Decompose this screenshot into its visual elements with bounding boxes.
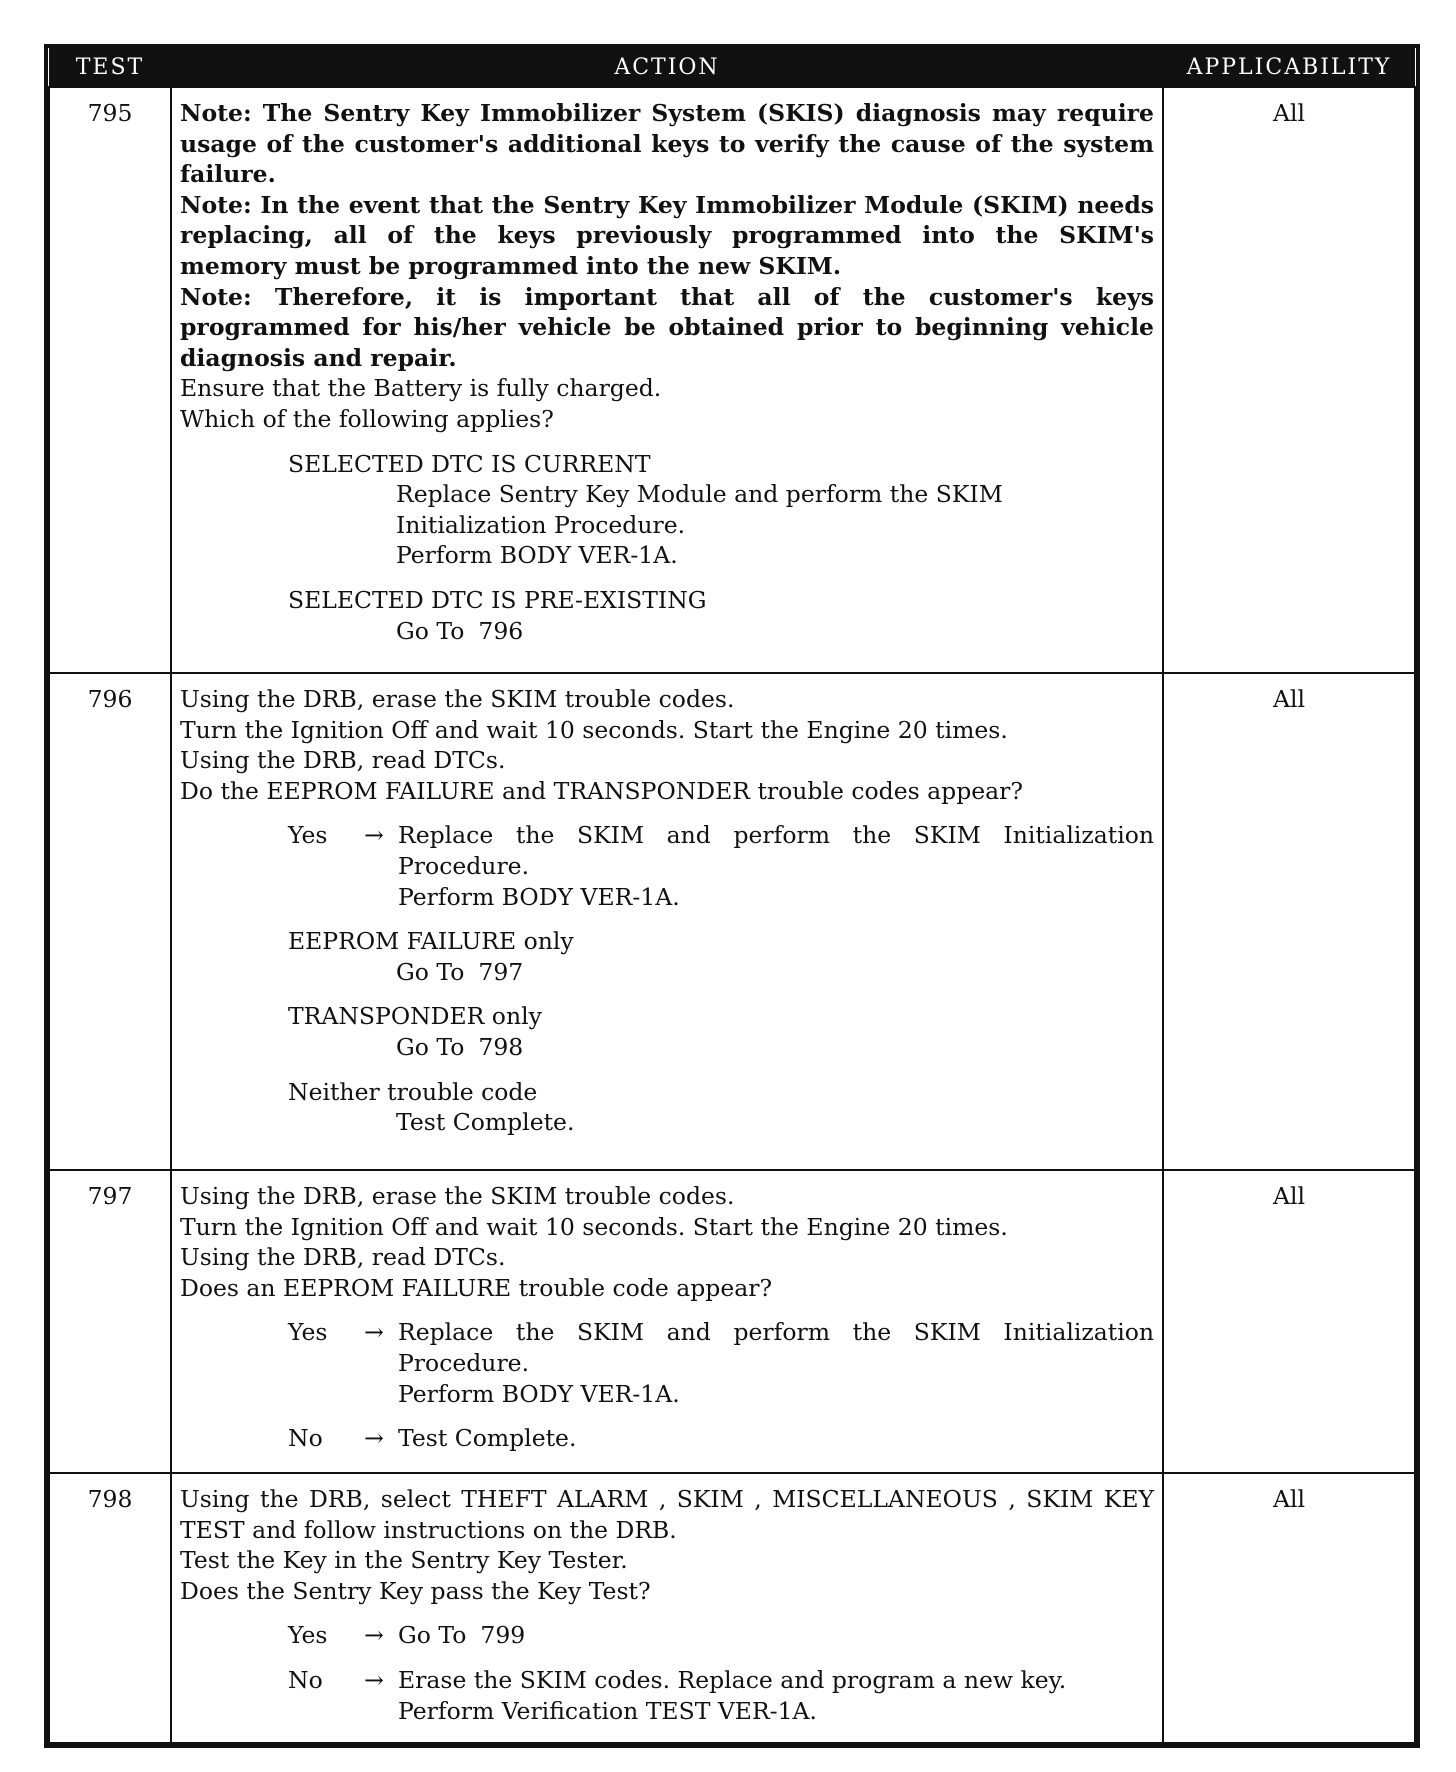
arrow-right-icon: →	[364, 821, 384, 850]
goto-number: 799	[480, 1621, 526, 1650]
action-line: Do the EEPROM FAILURE and TRANSPONDER trouble codes appear?	[180, 776, 1023, 805]
choice-block	[288, 1077, 1154, 1138]
result-line: Perform BODY VER-1A.	[398, 882, 680, 911]
goto-number: 797	[478, 957, 524, 986]
test-action-table	[44, 44, 1420, 1748]
applicability-cell: All	[1163, 87, 1415, 673]
action-cell	[171, 1170, 1163, 1473]
action-line: Ensure that the Battery is fully charged.	[180, 374, 662, 403]
choice-block	[288, 449, 1154, 571]
table-row	[49, 673, 1415, 1170]
action-line: Using the DRB, read DTCs.	[180, 1243, 506, 1272]
yes-label: Yes	[288, 1318, 328, 1347]
action-cell	[171, 87, 1163, 673]
arrow-right-icon: →	[364, 1424, 384, 1453]
no-branch	[288, 1665, 1154, 1726]
goto-ref	[396, 616, 1154, 647]
table-header-row	[49, 48, 1415, 87]
no-label: No	[288, 1665, 323, 1694]
yes-label: Yes	[288, 1621, 328, 1650]
yes-result	[398, 1620, 1154, 1651]
action-line: Does the Sentry Key pass the Key Test?	[180, 1576, 651, 1605]
choice-block	[288, 1001, 1154, 1062]
action-line: Using the DRB, erase the SKIM trouble codes.	[180, 685, 735, 713]
note-text: Note: The Sentry Key Immobilizer System (SKIS) diagnosis may require usage of the customer's additional keys to verify the cause of the system failure.	[180, 99, 1154, 189]
goto-number: 798	[478, 1032, 524, 1061]
yes-result	[398, 820, 1154, 912]
arrow-right-icon: →	[364, 1318, 384, 1347]
goto-text: Go To	[396, 957, 465, 986]
action-cell	[171, 1473, 1163, 1743]
choice-label: Neither trouble code	[288, 1077, 538, 1106]
arrow-right-icon: →	[364, 1621, 384, 1650]
choice-label: TRANSPONDER only	[288, 1002, 542, 1031]
action-line: Turn the Ignition Off and wait 10 seconds. Start the Engine 20 times.	[180, 715, 1008, 744]
goto-text: Go To	[396, 616, 465, 645]
table-row	[49, 1170, 1415, 1473]
choice-label: SELECTED DTC IS CURRENT	[288, 449, 651, 478]
applicability-cell: All	[1163, 1170, 1415, 1473]
action-line: Test the Key in the Sentry Key Tester.	[180, 1546, 628, 1575]
choice-block	[288, 926, 1154, 987]
result-line: Perform BODY VER-1A.	[398, 1379, 680, 1408]
arrow-right-icon: →	[364, 1665, 384, 1694]
table-row	[49, 87, 1415, 673]
test-number: 797	[49, 1170, 171, 1473]
goto-text: Go To	[398, 1621, 467, 1650]
table-row	[49, 1473, 1415, 1743]
no-label: No	[288, 1424, 323, 1453]
header-test: TEST	[49, 48, 171, 87]
note-text: Note: In the event that the Sentry Key Immobilizer Module (SKIM) needs replacing, all of the keys previously programmed into the SKIM's memory must be programmed into the new SKIM.	[180, 190, 1154, 280]
yes-branch	[288, 1317, 1154, 1409]
action-line: Using the DRB, read DTCs.	[180, 746, 506, 775]
result-line: Erase the SKIM codes. Replace and program a new key.	[398, 1665, 1067, 1694]
goto-number: 796	[478, 616, 524, 645]
choice-label: EEPROM FAILURE only	[288, 927, 574, 956]
goto-ref	[396, 957, 1154, 988]
result-line: Replace the SKIM and perform the SKIM Initialization Procedure.	[398, 1318, 1154, 1377]
choice-block	[288, 585, 1154, 646]
test-number: 798	[49, 1473, 171, 1743]
no-result: Test Complete.	[398, 1424, 577, 1453]
note-text: Note: Therefore, it is important that all of the customer's keys programmed for his/her vehicle be obtained prior to beginning vehicle diagnosis and repair.	[180, 282, 1154, 372]
goto-ref	[396, 1032, 1154, 1063]
action-cell	[171, 673, 1163, 1170]
action-line: Using the DRB, select THEFT ALARM , SKIM , MISCELLANEOUS , SKIM KEY TEST and follow instructions on the DRB.	[180, 1485, 1154, 1544]
result-line: Replace the SKIM and perform the SKIM Initialization Procedure.	[398, 821, 1154, 880]
header-applicability: APPLICABILITY	[1163, 48, 1415, 87]
applicability-cell: All	[1163, 673, 1415, 1170]
action-line: Does an EEPROM FAILURE trouble code appear?	[180, 1273, 773, 1302]
yes-branch	[288, 820, 1154, 912]
header-action: ACTION	[171, 48, 1163, 87]
result-line: Perform Verification TEST VER-1A.	[398, 1696, 817, 1725]
yes-result	[398, 1317, 1154, 1409]
action-line: Turn the Ignition Off and wait 10 seconds. Start the Engine 20 times.	[180, 1212, 1008, 1241]
goto-text: Go To	[396, 1032, 465, 1061]
choice-label: SELECTED DTC IS PRE-EXISTING	[288, 585, 707, 614]
no-branch	[288, 1423, 1154, 1454]
yes-label: Yes	[288, 821, 328, 850]
yes-branch	[288, 1620, 1154, 1651]
action-line: Using the DRB, erase the SKIM trouble codes.	[180, 1182, 735, 1210]
test-number: 795	[49, 87, 171, 673]
applicability-cell: All	[1163, 1473, 1415, 1743]
test-number: 796	[49, 673, 171, 1170]
action-line: Which of the following applies?	[180, 404, 554, 433]
choice-result: Replace Sentry Key Module and perform the SKIM Initialization Procedure.	[396, 480, 1003, 539]
choice-result: Test Complete.	[396, 1108, 575, 1137]
no-result	[398, 1665, 1154, 1726]
choice-result: Perform BODY VER-1A.	[396, 541, 678, 570]
